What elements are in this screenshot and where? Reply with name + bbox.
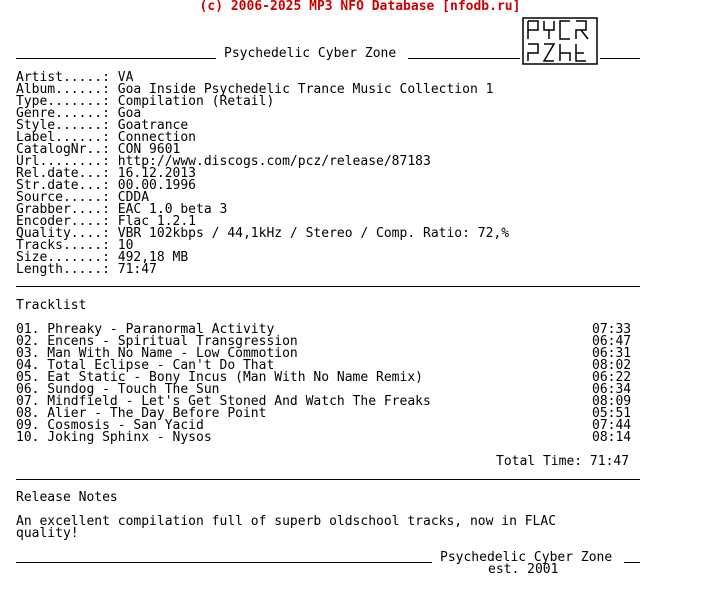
header-rule-left xyxy=(16,58,216,59)
track-title: 05. Eat Static - Bony Incus (Man With No Name Remix) xyxy=(16,370,423,385)
footer-group-name: Psychedelic Cyber Zone xyxy=(440,550,613,565)
info-line: Type.......: Compilation (Retail) xyxy=(16,94,275,109)
footer-rule-left xyxy=(16,562,432,563)
track-time: 08:14 xyxy=(592,430,632,445)
track-title: 07. Mindfield - Let's Get Stoned And Watch The Freaks xyxy=(16,394,431,409)
track-title: 01. Phreaky - Paranormal Activity xyxy=(16,322,275,337)
track-time: 07:33 xyxy=(592,322,632,337)
info-line: Quality....: VBR 102kbps / 44,1kHz / Stereo / Comp. Ratio: 72,% xyxy=(16,226,510,241)
info-line: Artist.....: VA xyxy=(16,70,134,85)
release-notes-line-2: quality! xyxy=(16,526,79,541)
release-notes-line-1: An excellent compilation full of superb oldschool tracks, now in FLAC xyxy=(16,514,557,529)
info-line: Tracks.....: 10 xyxy=(16,238,134,253)
track-time: 06:31 xyxy=(592,346,632,361)
header-rule-right xyxy=(408,58,520,59)
info-line: Str.date...: 00.00.1996 xyxy=(16,178,197,193)
pcz-logo xyxy=(522,17,598,65)
track-time: 08:02 xyxy=(592,358,632,373)
info-line: Size.......: 492,18 MB xyxy=(16,250,189,265)
track-title: 03. Man With No Name - Low Commotion xyxy=(16,346,298,361)
track-time: 06:22 xyxy=(592,370,632,385)
info-line: Genre......: Goa xyxy=(16,106,142,121)
info-line: Album......: Goa Inside Psychedelic Trance Music Collection 1 xyxy=(16,82,494,97)
track-title: 02. Encens - Spiritual Transgression xyxy=(16,334,298,349)
info-line: Style......: Goatrance xyxy=(16,118,189,133)
info-line: Url........: http://www.discogs.com/pcz/release/87183 xyxy=(16,154,431,169)
footer-established: est. 2001 xyxy=(488,562,559,577)
track-title: 08. Alier - The Day Before Point xyxy=(16,406,267,421)
divider-1 xyxy=(16,286,640,287)
info-line: Label......: Connection xyxy=(16,130,197,145)
total-time: Total Time: 71:47 xyxy=(496,454,630,469)
info-line: Rel.date...: 16.12.2013 xyxy=(16,166,197,181)
track-time: 05:51 xyxy=(592,406,632,421)
divider-2 xyxy=(16,479,640,480)
track-time: 06:47 xyxy=(592,334,632,349)
tracklist-heading: Tracklist xyxy=(16,298,87,313)
info-line: Source.....: CDDA xyxy=(16,190,150,205)
header-group-name: Psychedelic Cyber Zone xyxy=(224,46,397,61)
track-title: 09. Cosmosis - San Yacid xyxy=(16,418,204,433)
info-line: Grabber....: EAC 1.0 beta 3 xyxy=(16,202,228,217)
track-title: 06. Sundog - Touch The Sun xyxy=(16,382,220,397)
track-time: 07:44 xyxy=(592,418,632,433)
track-title: 10. Joking Sphinx - Nysos xyxy=(16,430,212,445)
info-line: Length.....: 71:47 xyxy=(16,262,157,277)
site-banner: (c) 2006-2025 MP3 NFO Database [nfodb.ru] xyxy=(199,0,521,14)
release-notes-heading: Release Notes xyxy=(16,490,118,505)
track-time: 08:09 xyxy=(592,394,632,409)
footer-rule-right xyxy=(624,562,640,563)
track-time: 06:34 xyxy=(592,382,632,397)
info-line: Encoder....: Flac 1.2.1 xyxy=(16,214,197,229)
header-rule-tail xyxy=(600,58,640,59)
info-line: CatalogNr..: CON 9601 xyxy=(16,142,181,157)
track-title: 04. Total Eclipse - Can't Do That xyxy=(16,358,275,373)
